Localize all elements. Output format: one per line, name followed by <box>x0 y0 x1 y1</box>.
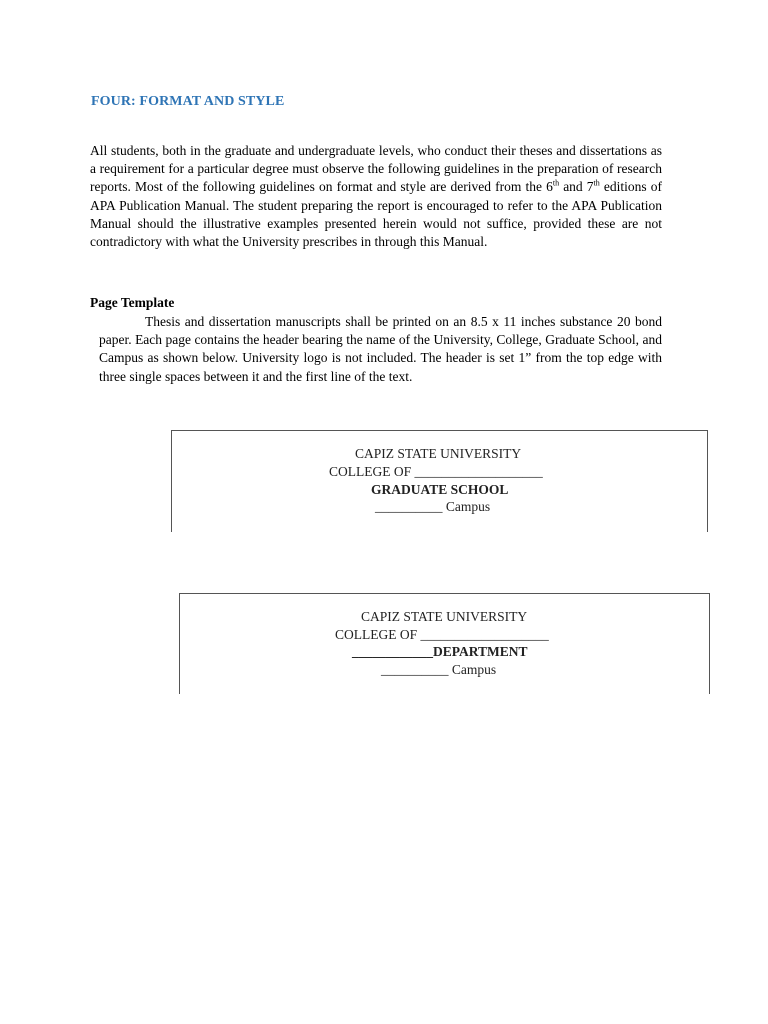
header-university-name: CAPIZ STATE UNIVERSITY <box>361 609 528 624</box>
header-college-line: COLLEGE OF ___________________ <box>329 464 543 479</box>
section-title: FOUR: FORMAT AND STYLE <box>91 94 285 109</box>
header-graduate-school: GRADUATE SCHOOL <box>371 482 509 497</box>
intro-text-part3: editions of APA Publication Manual. The student preparing the report is encouraged to refer to the APA Publication Manual should the illustrative examples presented herein would not suffice, provided these are not contradictory with what the University prescribes in through this Manual. <box>90 179 662 250</box>
intro-text-part1: All students, both in the graduate and undergraduate levels, who conduct their theses and dissertations as a requirement for a particular degree must observe the following guidelines in the preparation of research reports. Most of the following guidelines on format and style are derived from the 6 <box>90 143 662 195</box>
page-template-paragraph <box>99 313 662 386</box>
header-campus-line: __________ Campus <box>375 499 491 514</box>
intro-paragraph <box>90 142 662 251</box>
header-department: ____________DEPARTMENT <box>352 644 528 659</box>
header-university-name: CAPIZ STATE UNIVERSITY <box>355 446 522 461</box>
page-template-text: Thesis and dissertation manuscripts shall be printed on an 8.5 x 11 inches substance 20 bond paper. Each page contains the header bearing the name of the University, College, Graduate School, and Campus as shown below. University logo is not included. The header is set 1” from the top edge with three single spaces between it and the first line of the text. <box>99 314 662 384</box>
superscript-th: th <box>552 178 560 188</box>
header-campus-line: __________ Campus <box>381 662 497 677</box>
intro-text-part2: and 7 <box>559 179 594 195</box>
superscript-th: th <box>593 178 600 188</box>
header-college-line: COLLEGE OF ___________________ <box>335 627 549 642</box>
page-template-heading: Page Template <box>90 295 175 310</box>
